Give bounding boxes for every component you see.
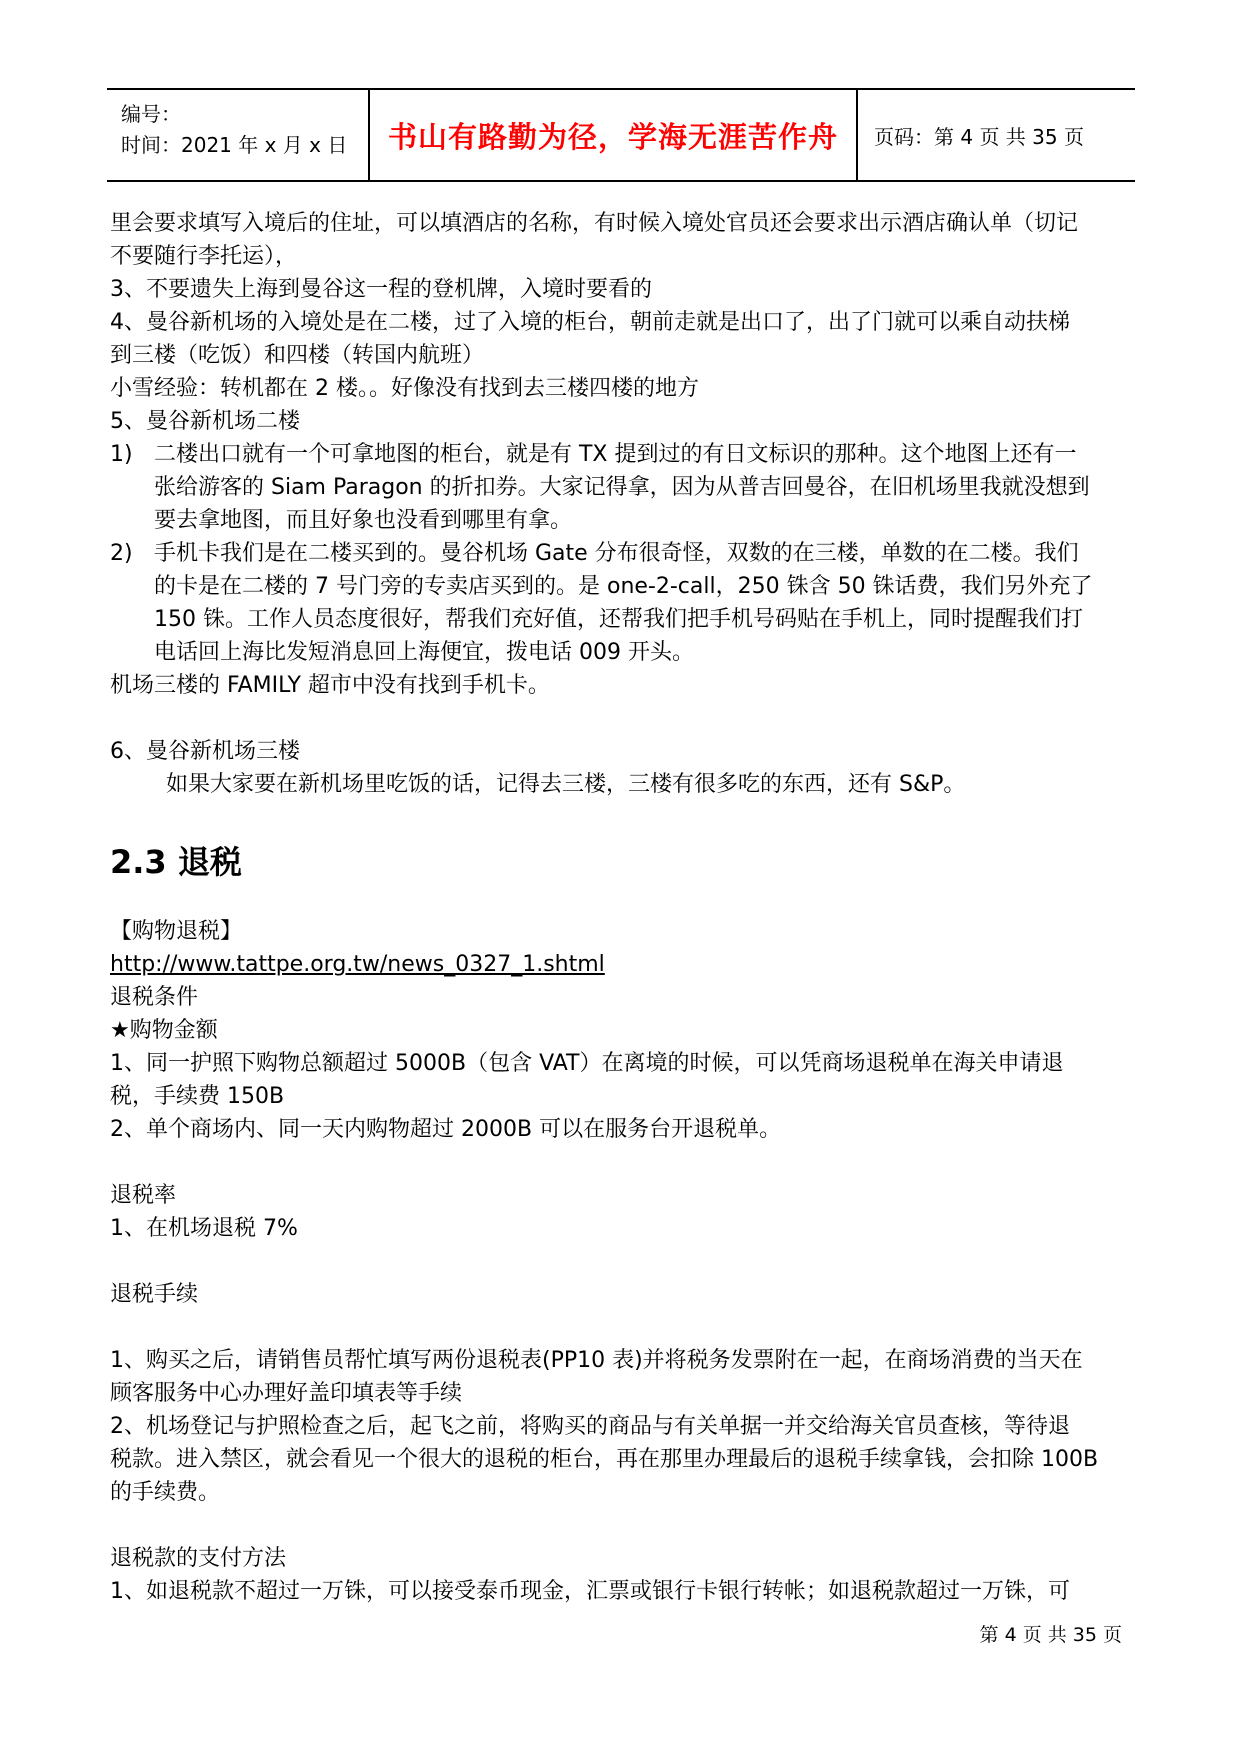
paragraph-line: 2、机场登记与护照检查之后，起飞之前，将购买的商品与有关单据一并交给海关官员查核，等待退 [110, 1414, 1071, 1439]
link-line [110, 948, 1156, 981]
paragraph-line: 的手续费。 [110, 1480, 221, 1505]
paragraph-line: 不要随行李托运）， [110, 244, 298, 269]
paragraph-line: 顾客服务中心办理好盖印填表等手续 [110, 1381, 463, 1406]
paragraph-line: 机场三楼的 FAMILY 超市中没有找到手机卡。 [110, 673, 550, 698]
tax-refund-hyperlink[interactable]: http://www.tattpe.org.tw/news_0327_1.shtml [110, 952, 605, 977]
header-cell-page [856, 90, 1135, 180]
paragraph-line: 的卡是在二楼的 7 号门旁的专卖店买到的。是 one-2-call，250 铢含 50 铢话费，我们另外充了 [154, 574, 1093, 599]
blank-line [110, 1245, 1156, 1278]
paragraph-line: 退税率 [110, 1183, 177, 1208]
paragraph-line: 1、在机场退税 7% [110, 1216, 298, 1241]
paragraph-line: 1、同一护照下购物总额超过 5000B（包含 VAT）在离境的时候，可以凭商场退税单在海关申请退 [110, 1051, 1064, 1076]
header-cell-motto [368, 90, 856, 180]
paragraph-line: 1、如退税款不超过一万铢，可以接受泰币现金，汇票或银行卡银行转帐；如退税款超过一万铢，可 [110, 1579, 1071, 1604]
paragraph-line: 里会要求填写入境后的住址，可以填酒店的名称，有时候入境处官员还会要求出示酒店确认单（切记 [110, 211, 1079, 236]
list-item-text: 手机卡我们是在二楼买到的。曼谷机场 Gate 分布很奇怪，双数的在三楼，单数的在二楼。我们 [154, 541, 1079, 566]
list-item [110, 537, 1156, 570]
paragraph-line: 退税条件 [110, 985, 199, 1010]
paragraph-line: 税款。进入禁区，就会看见一个很大的退税的柜台，再在那里办理最后的退税手续拿钱，会扣除 100B [110, 1447, 1099, 1472]
motto-text: 书山有路勤为径，学海无涯苦作舟 [387, 119, 838, 154]
paragraph-line: 电话回上海比发短消息回上海便宜，拨电话 009 开头。 [154, 640, 694, 665]
list-item-marker: 1) [110, 442, 133, 467]
list-item [110, 438, 1156, 471]
paragraph-line: 退税款的支付方法 [110, 1546, 287, 1571]
paragraph-line: 小雪经验：转机都在 2 楼。。好像没有找到去三楼四楼的地方 [110, 376, 699, 401]
paragraph-line: 3、不要遗失上海到曼谷这一程的登机牌，入境时要看的 [110, 277, 652, 302]
footer-page-number: 第 4 页 共 35 页 [979, 1624, 1122, 1646]
document-body [110, 207, 1156, 1608]
paragraph-line: 1、购买之后，请销售员帮忙填写两份退税表(PP10 表)并将税务发票附在一起，在商场消费的当天在 [110, 1348, 1083, 1373]
blank-line [110, 1146, 1156, 1179]
paragraph-line: 如果大家要在新机场里吃饭的话，记得去三楼，三楼有很多吃的东西，还有 S&P。 [166, 772, 966, 797]
doc-number-label: 编号： [121, 102, 181, 126]
paragraph-line: 2、单个商场内、同一天内购物超过 2000B 可以在服务台开退税单。 [110, 1117, 782, 1142]
paragraph-line: 张给游客的 Siam Paragon 的折扣券。大家记得拿，因为从普吉回曼谷，在旧机场里我就没想到 [154, 475, 1090, 500]
blank-line [110, 1509, 1156, 1542]
paragraph-line: 要去拿地图，而且好象也没看到哪里有拿。 [154, 508, 573, 533]
paragraph-line: 150 铢。工作人员态度很好，帮我们充好值，还帮我们把手机号码贴在手机上，同时提醒我们打 [154, 607, 1083, 632]
list-item-marker: 2) [110, 541, 133, 566]
paragraph-line: 税，手续费 150B [110, 1084, 285, 1109]
paragraph-line: 【购物退税】 [110, 919, 243, 944]
section-heading-tax-refund: 2.3 退税 [110, 843, 242, 881]
paragraph-line: 退税手续 [110, 1282, 199, 1307]
document-header-table [107, 88, 1135, 182]
paragraph-line: ★购物金额 [110, 1018, 218, 1043]
blank-line [110, 1311, 1156, 1344]
blank-line [110, 702, 1156, 735]
doc-date-label: 时间：2021 年 x 月 x 日 [121, 133, 348, 157]
paragraph-line: 5、曼谷新机场二楼 [110, 409, 300, 434]
list-item-text: 二楼出口就有一个可拿地图的柜台，就是有 TX 提到过的有日文标识的那种。这个地图上还有一 [154, 442, 1077, 467]
paragraph-line: 到三楼（吃饭）和四楼（转国内航班） [110, 343, 485, 368]
paragraph-line: 4、曼谷新机场的入境处是在二楼，过了入境的柜台，朝前走就是出口了，出了门就可以乘自动扶梯 [110, 310, 1071, 335]
page-number-label: 页码：第 4 页 共 35 页 [874, 124, 1084, 149]
paragraph-line: 6、曼谷新机场三楼 [110, 739, 300, 764]
header-cell-meta [107, 90, 368, 180]
